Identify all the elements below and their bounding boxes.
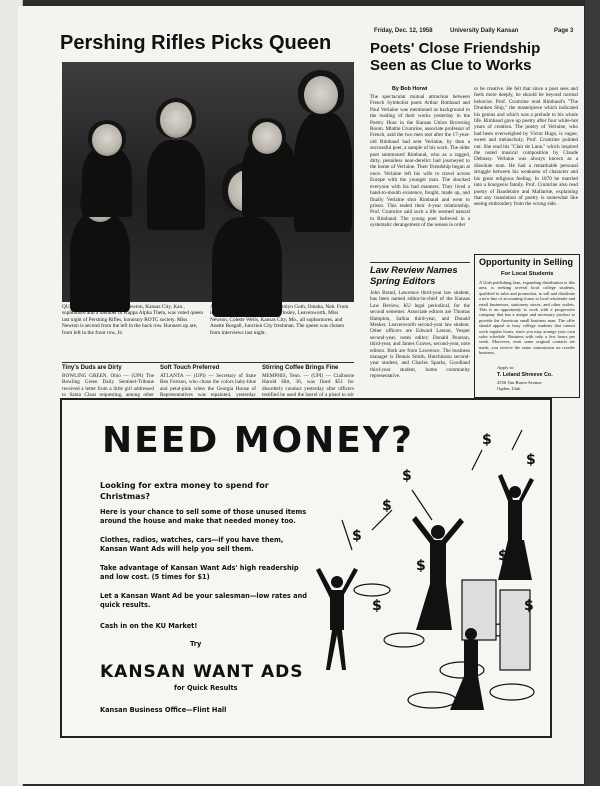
poets-column-1: The spectacular mutual attraction between French Symbolist poets Arthur Rimbaud and Paul Verlaine was mentioned as background to the reading of their works yesterday in the Poetry Hour in the Kansas Union Browsing Room. Mlattie Crumrine, associate professor of French, said the two men met after the 17-year-old Rimbaud had sent Verlaine, by then a successful poet, a sample of his work. The older poet summoned Rimbaud, who as a ragged, dirty, penniless near-derelict had journeyed to the home of Verlaine. Their friendship began at once. Verlaine left his wife to travel across Europe with the younger man. The shocked everyone with his bad manners. They lived a hand-to-mouth existence, fought, made up, and finally Verlaine shot Rimbaud and went to prison. This ended their 4-year relationship. Prof. Crumrine said such a life seemed natural to Rimbaud. The young poet believed in a systematic derangement of the senses in order	[370, 94, 470, 229]
ad-paragraph-1: Here is your chance to sell some of those unused items around the house and make that needed money too.	[100, 508, 307, 525]
poets-column-2: to be creative. He felt that since a poet sees and feels more deeply, he should be beyond normal behavior. Prof. Crumrine read Rimbaud's "The Drunken Ship," the masterpiece which indicated his genius and which was a prelude to his whole life. Rimbaud gave up poetry after four white-hot years of creation. The poetry of Verlaine, who had been overweighed by Victor Hugo, is vague, sweet and melancholy, Prof. Crumrine pointed out. She read his "Clair de Lune," which inspired the noted musical composition by Claude Debussy. Verlaine was always known as a dissolute man. He had a remarkable personal struggle between his weakness of character and his great religious feeling. In 1870 he married into a bourgeois family. Prof. Crumrine also read poetry of Baudelaire and Mallarme, explaining that any translation of poetry is somewhat like seeing embroidery from the wrong side.	[474, 86, 578, 208]
opportunity-box	[474, 254, 580, 398]
svg-text:$: $	[416, 558, 426, 574]
law-review-body: John Brand, Lawrence third-year law student, has been named editor-in-chief of the Kansas Law Review, KU legal periodical, for the second semester. Associate editors are Thomas Hampton, Salina third-year, and Donald Mesker, Leavenworth second-year law student. Other officers are Edward Larson, Vesper second-year, notes editor; Donald Pearson, third-year, and James Graves, second-year, note editors. Both are from Lawrence. The business manager is Dennis Smith, Hutchinson second-year student, and Charles Sparks, Goodland third-year student, home community representative.	[370, 290, 470, 380]
photo-caption-right: Anne McElhany, Mission, and Carolyn Goth, Omaha, Neb. From left in the back row are Suzanne Tinsley, Leavenworth, Miss Newton, Colette Wells, Kansas City, Mo., all sophomores, and Anette Bosgall, Junction City freshman. The queen was chosen from interviews last night.	[210, 304, 349, 336]
header-paper: University Daily Kansan	[450, 28, 519, 34]
ad-paragraph-3: Take advantage of Kansan Want Ads' high readership and low cost. (5 times for $1)	[100, 564, 299, 581]
opportunity-contact: T. Leland Shreeve Co.	[497, 372, 553, 378]
svg-text:$: $	[482, 432, 492, 448]
svg-text:$: $	[498, 548, 508, 564]
ad-office: Kansan Business Office—Flint Hall	[100, 706, 227, 714]
soft-touch-headline: Soft Touch Preferred	[160, 365, 220, 371]
svg-text:$: $	[402, 468, 412, 484]
ad-brand: KANSAN WANT ADS	[100, 662, 304, 682]
ad-paragraph-2: Clothes, radios, watches, cars—if you have them, Kansan Want Ads will help you sell them.	[100, 536, 284, 553]
opportunity-body: A Utah publishing firm, expanding distribution to this area, is seeking several local college students, qualified to sales and promotion, to sell and distribute a new line of accounting forms to local wholesale and retail businesses, stationery stores, and other outlets. This is an opportunity to work with a progressive company that has a unique and necessary product to provide the American small business man. The offer should appeal to busy college students that cannot work regular hours, since you may arrange your own sales schedule. Business with only a few hours per week. Moreover, even some original contacts are made, you receive the same commission on reorder business.	[479, 280, 575, 356]
law-review-headline: Law Review Names Spring Editors	[370, 265, 458, 287]
ad-paragraph-5: Cash in on the KU Market!	[100, 622, 198, 630]
ad-headline: NEED MONEY?	[102, 420, 414, 461]
svg-text:$: $	[382, 498, 392, 514]
tiny-duds-body: BOWLING GREEN, Ohio — (UPI) The Bowling Green Daily Sentinel-Tribune received a letter from a little girl addressed to Santa Claus requesting, among other	[62, 373, 154, 399]
svg-text:$: $	[352, 528, 362, 544]
ad-try: Try	[190, 640, 202, 648]
svg-text:$: $	[524, 598, 534, 614]
scan-background	[585, 0, 600, 786]
ad-brand-sub: for Quick Results	[174, 684, 238, 692]
header-page: Page 3	[554, 28, 574, 34]
opportunity-apply: Apply to:	[497, 365, 515, 370]
opportunity-headline: Opportunity in Selling	[479, 257, 573, 267]
photo-caption-left: QUEEN FINALISTS — Nan Newton, Kansas City, Kan., sophomore and a member of Kappa Alpha Theta, was voted queen last night of Pershing Rifles, honorary ROTC society. Miss Newton is second from the left in the back row. Runners up are, from left in the front row, Jo	[62, 304, 203, 336]
soft-touch-body: ATLANTA — (UPI) — Secretary of State Ben Fortson, who chose the colors baby-blue and petal-pink when the Georgia House of Representatives was repainted, yesterday	[160, 373, 256, 399]
opportunity-subhead: For Local Students	[501, 271, 554, 277]
divider	[62, 362, 354, 363]
svg-text:$: $	[372, 598, 382, 614]
poets-byline: By Bob Horwi	[392, 86, 428, 92]
coffee-headline: Stirring Coffee Brings Fine	[262, 365, 339, 371]
ad-paragraph-4: Let a Kansan Want Ad be your salesman—low rates and quick results.	[100, 592, 308, 609]
coffee-body: MEMPHIS, Tenn. — (UPI) — Claiborne Harold Hitt, 36, was fined $51 for disorderly conduct yesterday after officers testified he used the barrel of a pistol to stir	[262, 373, 354, 399]
money-illustration	[312, 410, 544, 730]
pershing-headline: Pershing Rifles Picks Queen	[60, 32, 332, 54]
header-date: Friday, Dec. 12, 1958	[374, 28, 433, 34]
opportunity-city: Ogden, Utah	[497, 386, 521, 391]
svg-text:$: $	[526, 452, 536, 468]
divider	[370, 262, 470, 263]
queen-finalists-photo	[62, 62, 354, 302]
ad-lead: Looking for extra money to spend for Christmas?	[100, 481, 269, 501]
tiny-duds-headline: Tiny's Duds are Dirty	[62, 365, 122, 371]
want-ads-advertisement	[60, 398, 552, 738]
opportunity-address: 2556 Van Buren Avenue	[497, 380, 542, 385]
poets-headline: Poets' Close Friendship Seen as Clue to Works	[370, 40, 541, 74]
